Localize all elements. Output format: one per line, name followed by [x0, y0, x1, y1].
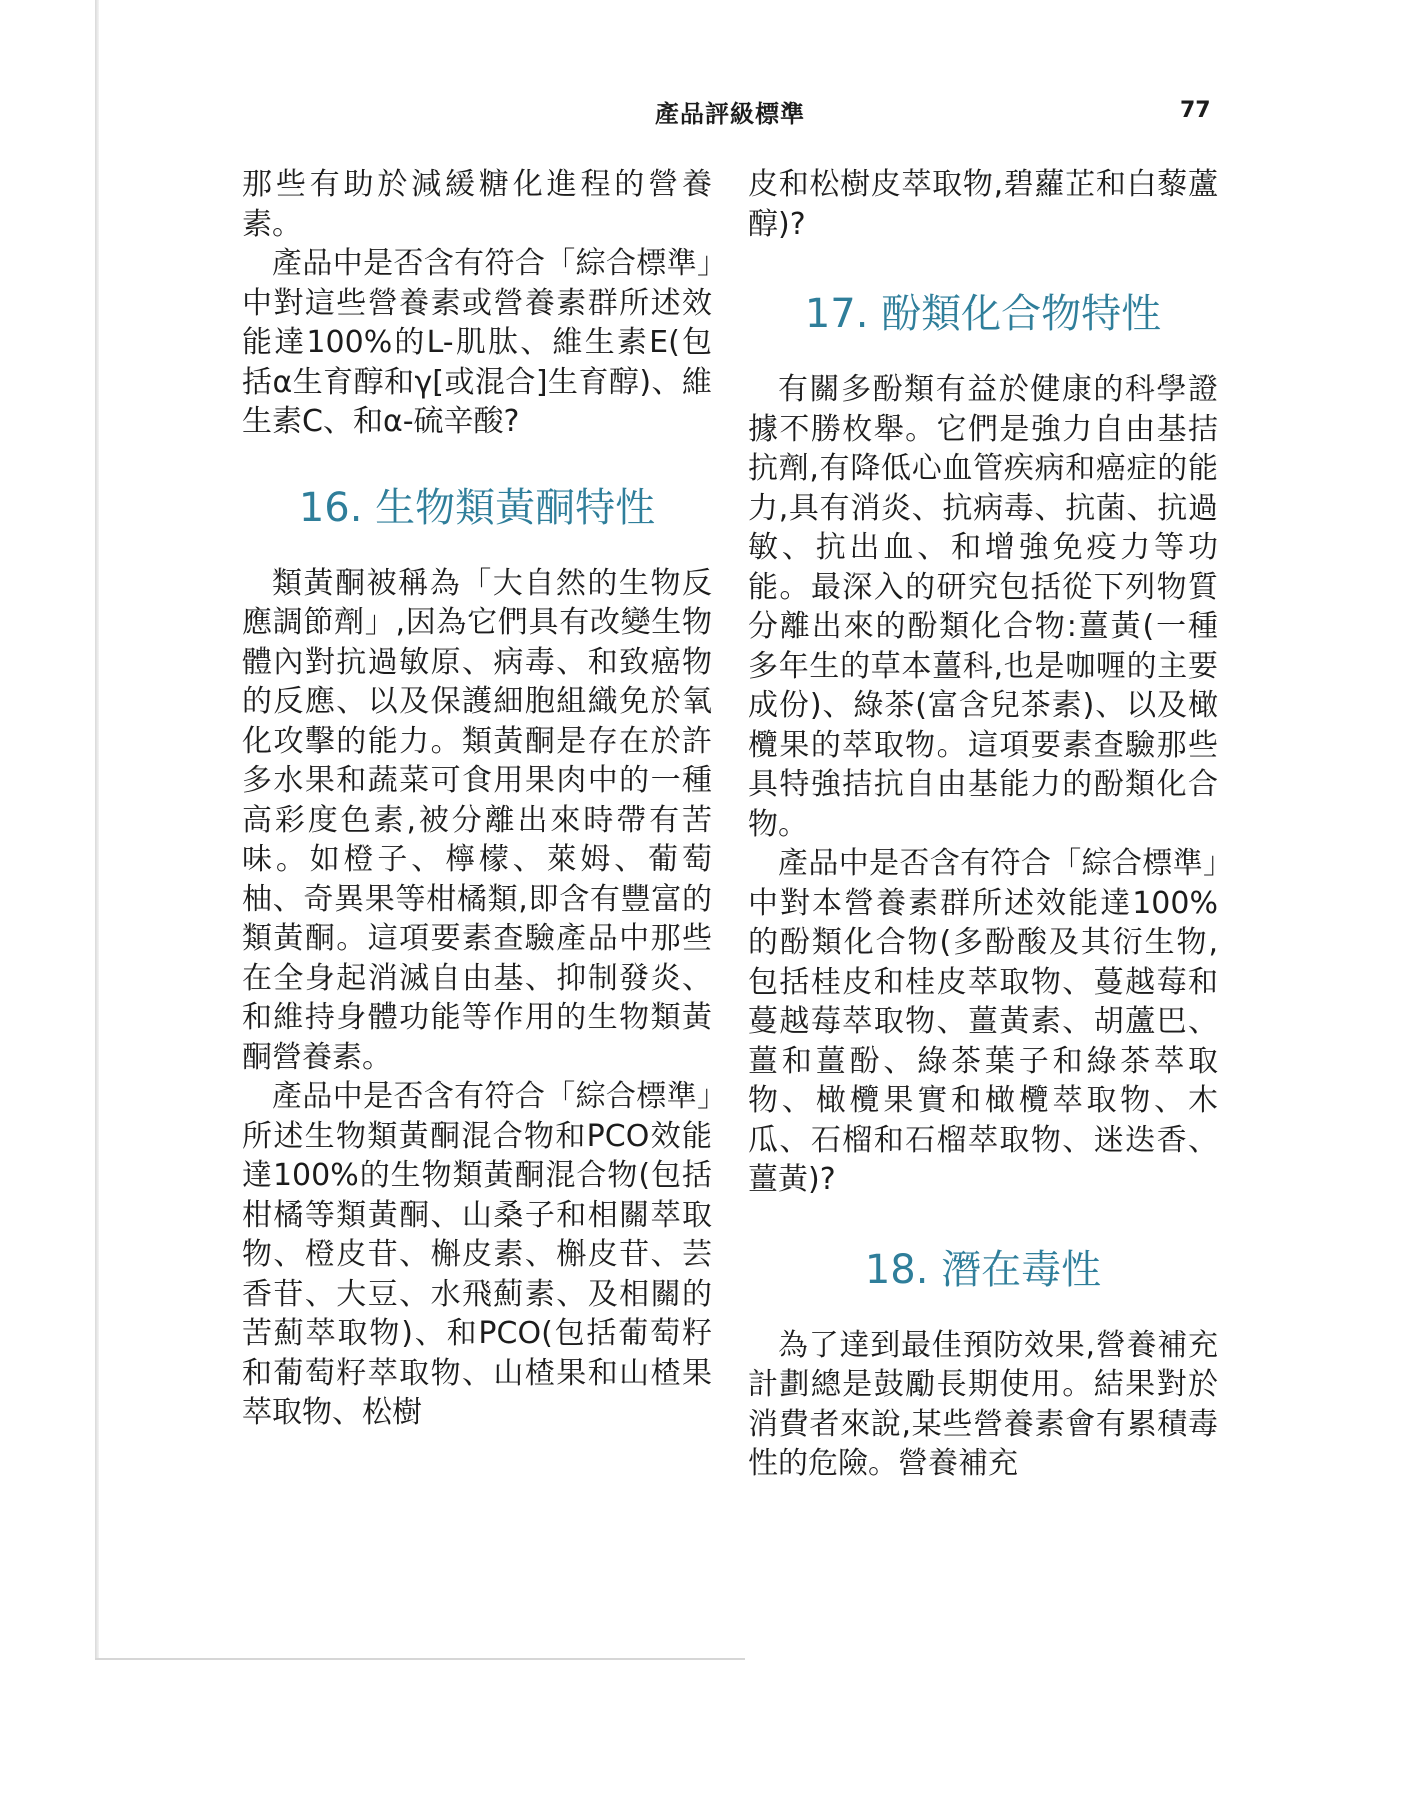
- page-number: 77: [1180, 98, 1211, 123]
- page-bottom-edge: [95, 1658, 745, 1660]
- section-16-evaluation-paragraph: 產品中是否含有符合「綜合標準」所述生物類黃酮混合物和PCO效能達100%的生物類黃酮混合物(包括柑橘等類黃酮、山桑子和相關萃取物、橙皮苷、槲皮素、槲皮苷、芸香苷、大豆、水飛薊素、及相關的苦薊萃取物)、和PCO(包括葡萄籽和葡萄籽萃取物、山楂果和山楂果萃取物、松樹: [242, 1079, 712, 1430]
- section-17-evaluation-paragraph: 產品中是否含有符合「綜合標準」中對本營養素群所述效能達100%的酚類化合物(多酚酸及其衍生物,包括桂皮和桂皮萃取物、蔓越莓和蔓越莓萃取物、薑黃素、胡蘆巴、薑和薑酚、綠茶葉子和綠茶萃取物、橄欖果實和橄欖萃取物、木瓜、石榴和石榴萃取物、迷迭香、薑黃)?: [748, 846, 1218, 1197]
- running-header-title: 產品評級標準: [655, 100, 805, 128]
- section-heading-18: 18. 潛在毒性: [864, 1246, 1102, 1293]
- section-18-intro-paragraph: 為了達到最佳預防效果,營養補充計劃總是鼓勵長期使用。結果對於消費者來說,某些營養素會有累積毒性的危險。營養補充: [748, 1327, 1218, 1481]
- section-heading-17: 17. 酚類化合物特性: [804, 291, 1162, 337]
- right-column: [748, 165, 1218, 1484]
- page-edge-shadow: [95, 0, 99, 1660]
- left-column: [242, 165, 712, 1433]
- section-16-intro-paragraph: 類黃酮被稱為「大自然的生物反應調節劑」,因為它們具有改變生物體內對抗過敏原、病毒、和致癌物的反應、以及保護細胞組織免於氧化攻擊的能力。類黃酮是存在於許多水果和蔬菜可食用果肉中的一種高彩度色素,被分離出來時帶有苦味。如橙子、檸檬、萊姆、葡萄柚、奇異果等柑橘類,即含有豐富的類黃酮。這項要素查驗產品中那些在全身起消滅自由基、抑制發炎、和維持身體功能等作用的生物類黃酮營養素。: [242, 565, 712, 1075]
- section-heading-16: 16. 生物類黃酮特性: [298, 484, 656, 531]
- continuation-paragraph: 那些有助於減緩糖化進程的營養素。: [242, 167, 712, 242]
- evaluation-paragraph-15: 產品中是否含有符合「綜合標準」中對這些營養素或營養素群所述效能達100%的L-肌肽、維生素E(包括α生育醇和γ[或混合]生育醇)、維生素C、和α-硫辛酸?: [242, 246, 712, 439]
- continuation-paragraph: 皮和松樹皮萃取物,碧蘿芷和白藜蘆醇)?: [748, 167, 1218, 242]
- section-17-intro-paragraph: 有關多酚類有益於健康的科學證據不勝枚舉。它們是強力自由基拮抗劑,有降低心血管疾病和癌症的能力,具有消炎、抗病毒、抗菌、抗過敏、抗出血、和增強免疫力等功能。最深入的研究包括從下列物質分離出來的酚類化合物:薑黃(一種多年生的草本薑科,也是咖喱的主要成份)、綠茶(富含兒茶素)、以及橄欖果的萃取物。這項要素查驗那些具特強拮抗自由基能力的酚類化合物。: [748, 372, 1218, 842]
